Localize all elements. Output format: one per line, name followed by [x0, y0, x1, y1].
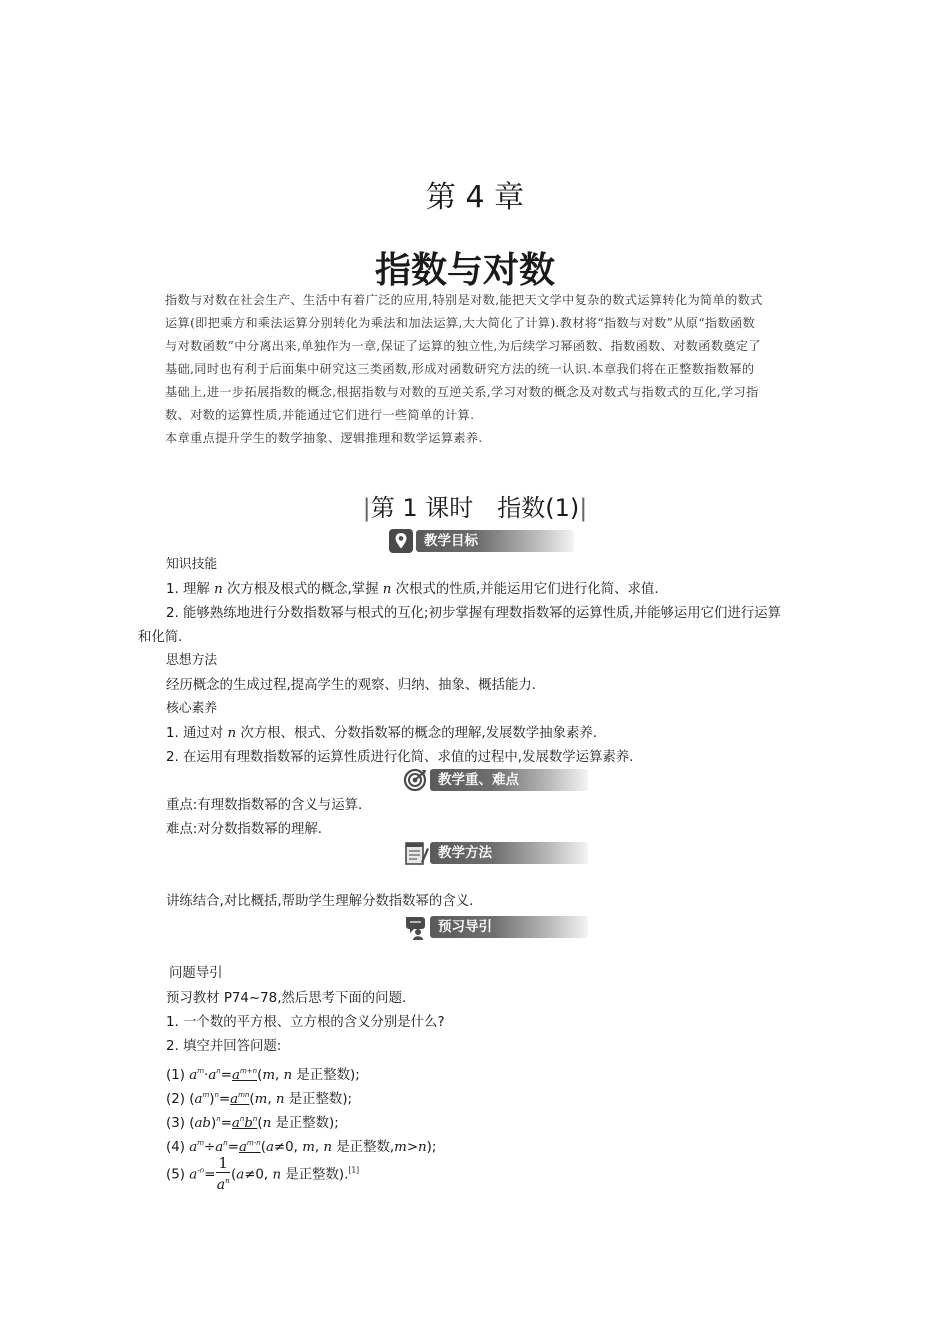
core-item-2: 2. 在运用有理数指数幂的运算性质进行化简、求值的过程中,发展数学运算素养. — [166, 750, 634, 765]
target-icon — [403, 768, 427, 792]
formula-3: (3) $(ab)^n=a^nb^n(n$ 是正整数); — [166, 1115, 339, 1131]
formula-5: (5) $a^{-n}=$ $\frac{1}{a^n}$ (a≠0, n 是正整数).[1] — [166, 1154, 360, 1193]
section-label: 教学目标 — [416, 530, 574, 552]
lesson-title-bar-right: | — [579, 494, 588, 522]
intro-paragraph: 本章重点提升学生的数学抽象、逻辑推理和数学运算素养. — [165, 431, 483, 445]
question-1: 1. 一个数的平方根、立方根的含义分别是什么? — [166, 1015, 445, 1030]
notepad-icon — [403, 840, 429, 866]
chapter-intro — [165, 289, 765, 450]
lesson-title-bar-left: | — [362, 494, 371, 522]
answer-blank: $a^nb^n$ — [231, 1115, 258, 1131]
preview-instruction: 预习教材 P74~78,然后思考下面的问题. — [166, 991, 407, 1006]
knowledge-item-1: 1. 理解 n 次方根及根式的概念,掌握 n 次根式的性质,并能运用它们进行化简、求值. — [166, 582, 659, 597]
lesson-title — [0, 488, 950, 523]
knowledge-heading: 知识技能 — [166, 557, 218, 572]
core-item-1: 1. 通过对 n 次方根、根式、分数指数幂的概念的理解,发展数学抽象素养. — [166, 726, 598, 741]
knowledge-item-2: 2. 能够熟练地进行分数指数幂与根式的互化;初步掌握有理数指数幂的运算性质,并能够运用它们进行运算 — [166, 606, 781, 621]
location-pin-icon — [389, 529, 413, 553]
formula-2: (2) $(a^m)^n=a^{mn}(m$, n 是正整数); — [166, 1091, 353, 1107]
formula-1: (1) $a^m\cdot a^n=a^{m+n}(m$, n 是正整数); — [166, 1067, 360, 1083]
important-point: 重点:有理数指数幂的含义与运算. — [166, 798, 363, 813]
answer-blank: $a^{mn}$ — [230, 1091, 250, 1107]
section-header-goals — [389, 529, 559, 553]
fraction: $\frac{1}{a^n}$ — [216, 1154, 230, 1193]
methods-text: 讲练结合,对比概括,帮助学生理解分数指数幂的含义. — [166, 894, 474, 909]
footnote-ref: [1] — [348, 1165, 360, 1175]
section-header-key-points — [403, 768, 573, 792]
core-heading: 核心素养 — [166, 701, 218, 716]
answer-blank: $a^{m+n}$ — [231, 1067, 258, 1083]
section-header-preview — [403, 914, 573, 940]
difficult-point: 难点:对分数指数幂的理解. — [166, 822, 323, 837]
method-item: 经历概念的生成过程,提高学生的观察、归纳、抽象、概括能力. — [166, 678, 537, 693]
chapter-heading: 第 4 章 — [425, 180, 525, 215]
section-label: 教学重、难点 — [430, 769, 588, 791]
answer-blank: $a^{m-n}$ — [238, 1139, 261, 1155]
formula-4: (4) $a^m\div a^n=a^{m-n}(a\ne 0$, m, n 是正整数,m>n); — [166, 1139, 437, 1155]
section-label: 预习导引 — [430, 916, 588, 938]
chapter-title: 指数与对数 — [374, 250, 555, 291]
intro-paragraph: 指数与对数在社会生产、生活中有着广泛的应用,特别是对数,能把天文学中复杂的数式运算转化为简单的数式运算(即把乘方和乘法运算分别转化为乘法和加法运算,大大简化了计算).教材将“指数与对数”从原“指数函数与对数函数”中分离出来,单独作为一章,保证了运算的独立性,为后续学习幂函数、指数函数、对数函数奠定了基础,同时也有利于后面集中研究这三类函数,形成对函数研究方法的统一认识.本章我们将在正整数指数幂的基础上,进一步拓展指数的概念,根据指数与对数的互逆关系,学习对数的概念及对数式与指数式的互化,学习指数、对数的运算性质,并能通过它们进行一些简单的计算. — [165, 293, 763, 422]
preview-heading: 问题导引 — [169, 966, 223, 981]
lesson-title-text: 第 1 课时 指数(1) — [370, 494, 580, 522]
knowledge-item-2-cont: 和化简. — [138, 630, 183, 645]
section-label: 教学方法 — [430, 842, 588, 864]
method-heading: 思想方法 — [166, 653, 218, 668]
question-2: 2. 填空并回答问题: — [166, 1039, 282, 1054]
section-header-methods — [403, 840, 573, 866]
speech-person-icon — [403, 914, 429, 940]
